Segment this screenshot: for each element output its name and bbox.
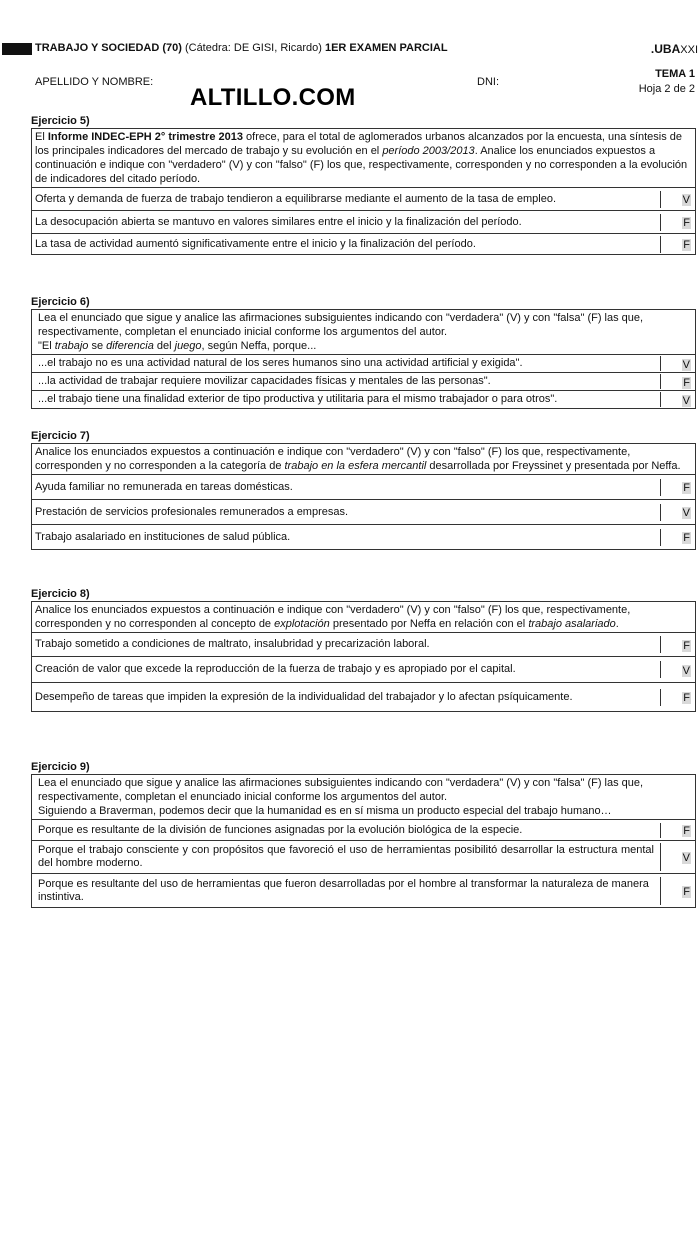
exercise-6 bbox=[31, 296, 696, 409]
statement-row: La tasa de actividad aumentó significativamente entre el inicio y la finalización del período. F bbox=[32, 234, 695, 254]
answer-box: V bbox=[682, 664, 690, 677]
answer-box: F bbox=[683, 825, 690, 837]
exercise-title: Ejercicio 6) bbox=[31, 296, 90, 308]
answer-box: F bbox=[683, 239, 690, 251]
apellido-label: APELLIDO Y NOMBRE: bbox=[35, 76, 154, 88]
answer-box: F bbox=[683, 482, 690, 494]
catedra: (Cátedra: DE GISI, Ricardo) bbox=[181, 42, 325, 54]
statement-row: Porque el trabajo consciente y con propósitos que favoreció el uso de herramientas posibilitó desarrollar la estructura mental del hombre moderno. V bbox=[32, 841, 695, 874]
exercise-box bbox=[31, 128, 696, 255]
exercise-box bbox=[31, 601, 696, 712]
statement-row: Creación de valor que excede la reproducción de la fuerza de trabajo y es apropiado por el capital. V bbox=[32, 657, 695, 683]
answer-box: F bbox=[683, 885, 690, 898]
course-name: TRABAJO Y SOCIEDAD (70) bbox=[35, 42, 182, 54]
redaction-bar bbox=[2, 43, 32, 55]
answer-box: F bbox=[683, 692, 690, 704]
exercise-8 bbox=[31, 588, 696, 712]
answer-box: F bbox=[683, 376, 690, 389]
answer-box: V bbox=[682, 852, 690, 864]
exercise-9 bbox=[31, 761, 696, 908]
exercise-box bbox=[31, 309, 696, 409]
exercise-intro: El Informe INDEC-EPH 2° trimestre 2013 ofrece, para el total de aglomerados urbanos alcanzados por la encuesta, una síntesis de los principales indicadores del mercado de trabajo y su evolución en el período 2003/2013. Analice los enunciados expuestos a continuación e indique con "verdadero" (V) y con "falso" (F) los que, respectivamente, corresponden y no corresponden a la evolución de indicadores del citado período. bbox=[32, 129, 695, 188]
exercise-box bbox=[31, 443, 696, 550]
exercise-intro: Lea el enunciado que sigue y analice las afirmaciones subsiguientes indicando con "verdadera" (V) y con "falsa" (F) las que, respectivamente, completan el enunciado inicial conforme los argumentos del autor. "El trabajo se diferencia del juego, según Neffa, porque... bbox=[32, 310, 695, 355]
statement-row: La desocupación abierta se mantuvo en valores similares entre el inicio y la finalización del período. F bbox=[32, 211, 695, 234]
statement-row: Porque es resultante del uso de herramientas que fueron desarrolladas por el hombre al transformar la naturaleza de manera instintiva. F bbox=[32, 874, 695, 907]
exercise-title: Ejercicio 7) bbox=[31, 430, 90, 442]
dni-label: DNI: bbox=[477, 76, 499, 88]
exercise-7 bbox=[31, 430, 696, 550]
answer-box: V bbox=[682, 358, 690, 371]
exercise-title: Ejercicio 9) bbox=[31, 761, 90, 773]
statement-row: Oferta y demanda de fuerza de trabajo tendieron a equilibrarse mediante el aumento de la tasa de empleo. V bbox=[32, 188, 695, 211]
exercise-box bbox=[31, 774, 696, 908]
statement-row: Ayuda familiar no remunerada en tareas domésticas. F bbox=[32, 475, 695, 500]
statement-row: Trabajo sometido a condiciones de maltrato, insalubridad y precarización laboral. F bbox=[32, 633, 695, 657]
tema-label: TEMA 1 bbox=[655, 68, 695, 80]
statement-row: Trabajo asalariado en instituciones de salud pública. F bbox=[32, 525, 695, 549]
exercise-intro: Analice los enunciados expuestos a continuación e indique con "verdadero" (V) y con "falso" (F) los que, respectivamente, corresponden y no corresponden al concepto de explotación presentado por Neffa en relación con el trabajo asalariado. bbox=[32, 602, 695, 633]
statement-row: ...el trabajo no es una actividad natural de los seres humanos sino una actividad artificial y exigida". V bbox=[32, 355, 695, 373]
statement-row: ...la actividad de trabajar requiere movilizar capacidades físicas y mentales de las personas". F bbox=[32, 373, 695, 391]
statement-row: Porque es resultante de la división de funciones asignadas por la evolución biológica de la especie. F bbox=[32, 820, 695, 841]
answer-box: V bbox=[682, 394, 690, 407]
answer-box: V bbox=[682, 194, 690, 206]
exercise-title: Ejercicio 5) bbox=[31, 115, 90, 127]
exercise-intro: Analice los enunciados expuestos a continuación e indique con "verdadero" (V) y con "falso" (F) los que, respectivamente, corresponden y no corresponden a la categoría de trabajo en la esfera mercantil desarrollada por Freyssinet y presentada por Neffa. bbox=[32, 444, 695, 475]
page-number: Hoja 2 de 2 bbox=[638, 83, 695, 95]
answer-box: F bbox=[683, 217, 690, 229]
answer-box: F bbox=[683, 532, 690, 544]
answer-box: V bbox=[682, 507, 690, 519]
exercise-title: Ejercicio 8) bbox=[31, 588, 90, 600]
uba-logo: .UBAXXI bbox=[650, 42, 698, 56]
exam-header-title bbox=[35, 42, 448, 54]
watermark: ALTILLO.COM bbox=[190, 84, 356, 111]
exercise-intro: Lea el enunciado que sigue y analice las afirmaciones subsiguientes indicando con "verdadera" (V) y con "falsa" (F) las que, respectivamente, completan el enunciado inicial conforme los argumentos del autor. Siguiendo a Braverman, podemos decir que la humanidad es en sí misma un producto especial del trabajo humano… bbox=[32, 775, 695, 820]
answer-box: F bbox=[683, 639, 690, 652]
statement-row: Desempeño de tareas que impiden la expresión de la individualidad del trabajador y lo afectan psíquicamente. F bbox=[32, 683, 695, 711]
statement-row: Prestación de servicios profesionales remunerados a empresas. V bbox=[32, 500, 695, 525]
statement-row: ...el trabajo tiene una finalidad exterior de tipo productiva y utilitaria para el mismo trabajador o para otros". V bbox=[32, 391, 695, 408]
exam-name: 1ER EXAMEN PARCIAL bbox=[324, 42, 448, 54]
exercise-5 bbox=[31, 115, 696, 255]
